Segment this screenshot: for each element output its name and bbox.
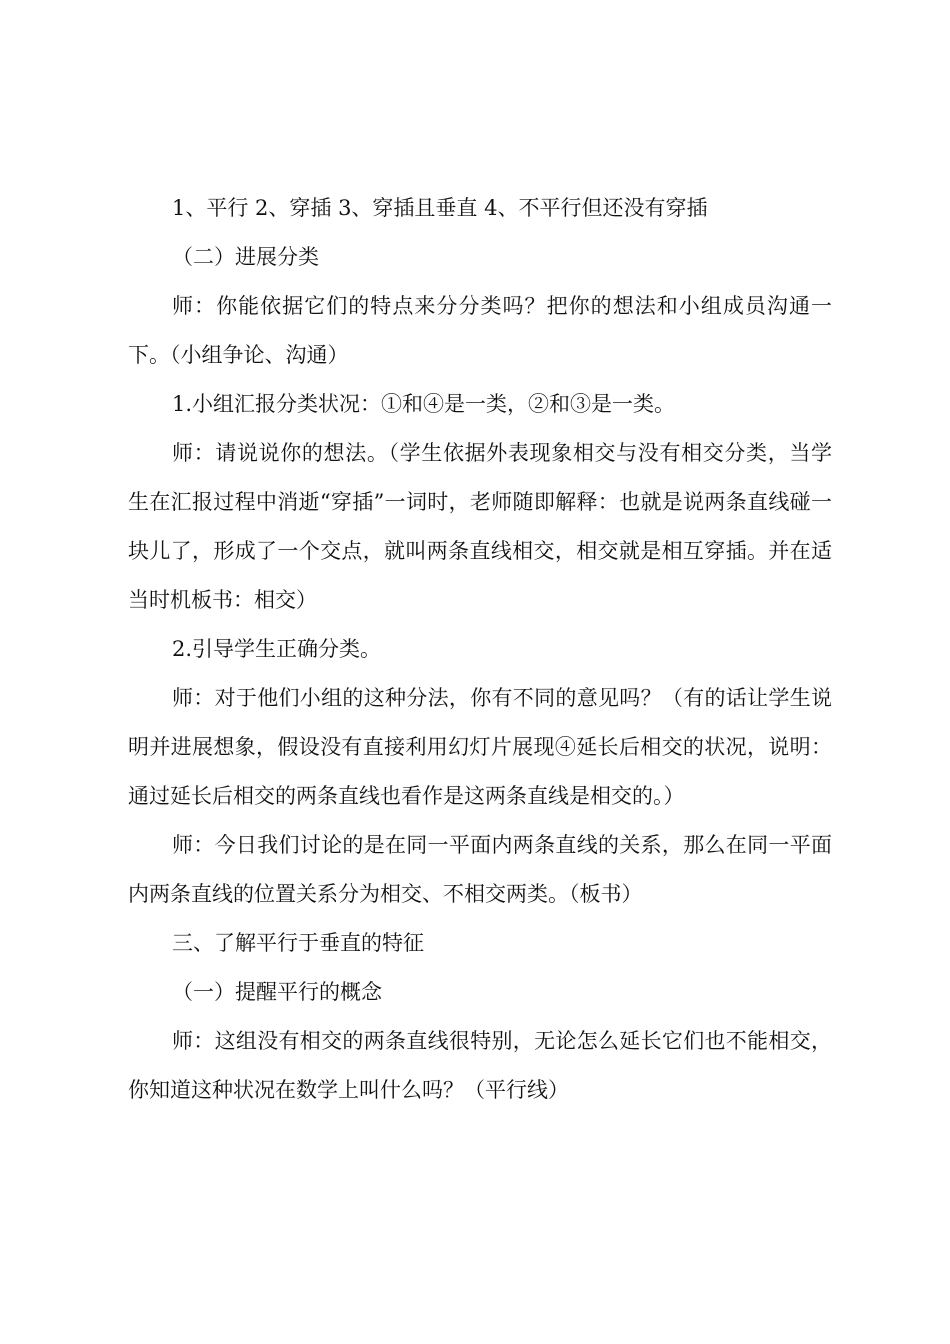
paragraph-section-three: 三、了解平行于垂直的特征 xyxy=(172,931,424,955)
paragraph-line-types: 1、平行 2、穿插 3、穿插且垂直 4、不平行但还没有穿插 xyxy=(172,196,708,220)
paragraph-heading-classify: （二）进展分类 xyxy=(172,245,319,269)
paragraph-teacher-opinion: 师：对于他们小组的这种分法，你有不同的意见吗？（有的话让学生说明并进展想象，假设没有直接利用幻灯片展现④延长后相交的状况，说明：通过延长后相交的两条直线也看作是这两条直线是相交的。） xyxy=(128,686,832,808)
paragraph-group-report: 1.小组汇报分类状况：①和④是一类，②和③是一类。 xyxy=(172,392,676,416)
document-body xyxy=(128,184,832,1115)
paragraph-teacher-question: 师：你能依据它们的特点来分分类吗？把你的想法和小组成员沟通一下。（小组争论、沟通） xyxy=(128,294,832,367)
paragraph-teacher-parallel: 师：这组没有相交的两条直线很特别，无论怎么延长它们也不能相交，你知道这种状况在数学上叫什么吗？（平行线） xyxy=(128,1029,832,1102)
paragraph-heading-parallel: （一）提醒平行的概念 xyxy=(172,980,382,1004)
paragraph-teacher-summary: 师：今日我们讨论的是在同一平面内两条直线的关系，那么在同一平面内两条直线的位置关系分为相交、不相交两类。（板书） xyxy=(128,833,832,906)
paragraph-teacher-explain: 师：请说说你的想法。（学生依据外表现象相交与没有相交分类，当学生在汇报过程中消逝“穿插”一词时，老师随即解释：也就是说两条直线碰一块儿了，形成了一个交点，就叫两条直线相交，相交就是相互穿插。并在适当时机板书：相交） xyxy=(128,441,832,612)
paragraph-guide-classify: 2.引导学生正确分类。 xyxy=(172,637,382,661)
